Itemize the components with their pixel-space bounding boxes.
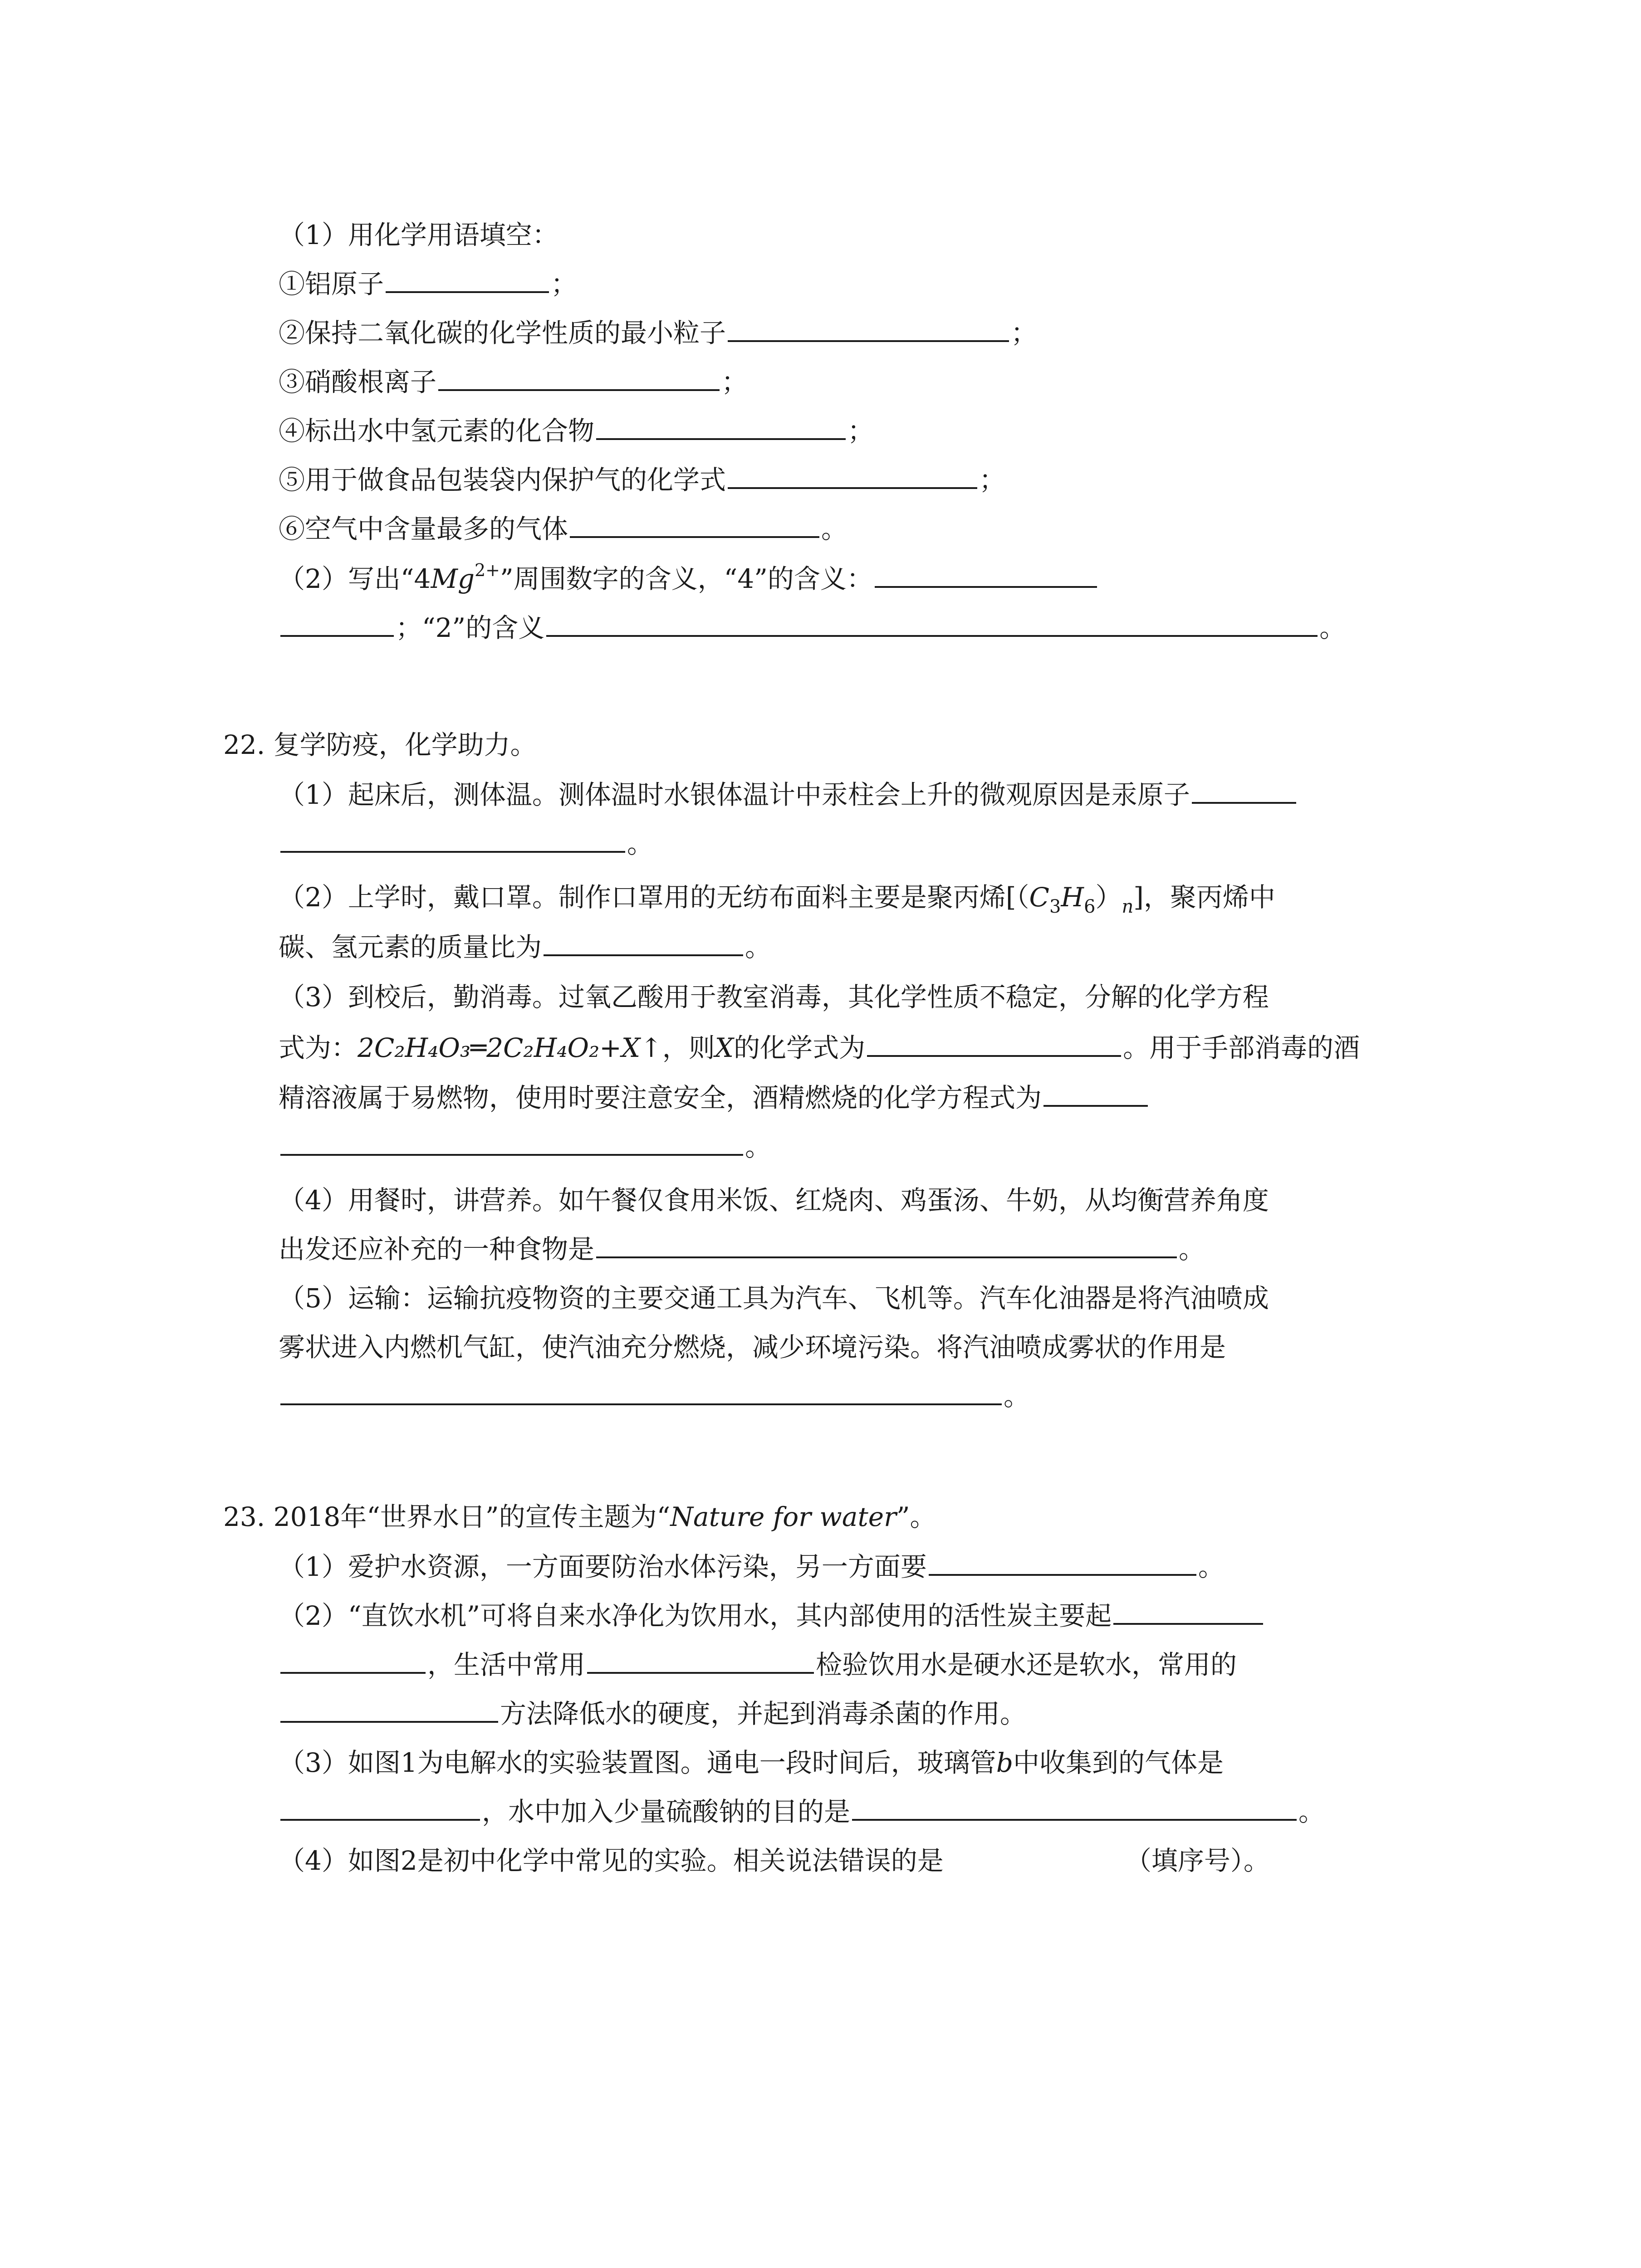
q21-item-4-text: ④标出水中氢元素的化合物 — [279, 415, 595, 446]
mg-charge: 2+ — [474, 560, 500, 580]
q22-part3-text-e: 。用于手部消毒的酒 — [1123, 1032, 1360, 1063]
punct: 。 — [1198, 1551, 1225, 1582]
q23-title — [223, 1492, 936, 1541]
q23-part3-text-b: 中收集到的气体是 — [1013, 1747, 1224, 1778]
q21-item-6 — [279, 504, 847, 553]
q23-theme-english: Nature for water — [670, 1501, 896, 1532]
answer-blank[interactable] — [728, 460, 977, 489]
answer-blank[interactable] — [867, 1028, 1121, 1057]
q22-part4-line1 — [279, 1176, 1269, 1225]
punct: ； — [847, 415, 874, 446]
punct: ； — [551, 269, 578, 299]
q22-part5-text-b: 雾状进入内燃机气缸，使汽油充分燃烧，减少环境污染。将汽油喷成雾状的作用是 — [279, 1332, 1226, 1363]
q21-part2-text-a: （2）写出“4 — [279, 563, 431, 594]
q22-part5-line3 — [279, 1372, 1030, 1421]
punct: 。 — [1298, 1796, 1325, 1827]
q23-part2-text-c: 检验饮用水是硬水还是软水，常用的 — [816, 1649, 1237, 1680]
q22-part3-text-b: 式为： — [279, 1032, 358, 1063]
q21-item-5-text: ⑤用于做食品包装袋内保护气的化学式 — [279, 464, 726, 495]
q23-part1-text: （1）爱护水资源，一方面要防治水体污染，另一方面要 — [279, 1551, 927, 1582]
q22-part4-text-b: 出发还应补充的一种食物是 — [279, 1234, 595, 1265]
q23-part2-text-d: 方法降低水的硬度，并起到消毒杀菌的作用。 — [500, 1698, 1027, 1729]
answer-blank[interactable] — [280, 1694, 498, 1723]
q22-part4-line2 — [279, 1225, 1205, 1274]
punct: 。 — [821, 513, 848, 544]
q23-part2-text-a: （2）“直饮水机”可将自来水净化为饮用水，其内部使用的活性炭主要起 — [279, 1600, 1112, 1631]
q22-part3-line1 — [279, 973, 1269, 1022]
decomposition-equation: 2C₂H₄O₃═2C₂H₄O₂+X↑ — [358, 1032, 662, 1063]
q21-item-1 — [279, 259, 577, 308]
q21-item-3-text: ③硝酸根离子 — [279, 367, 437, 397]
q21-part2-text-c: ；“2”的含义 — [396, 612, 545, 643]
q23-part2-line2 — [279, 1640, 1237, 1689]
q22-part2-text-b: ]，聚丙烯中 — [1133, 882, 1275, 913]
q21-item-2 — [279, 308, 1037, 357]
q23-part4-text-a: （4）如图2是初中化学中常见的实验。相关说法错误的是 — [279, 1845, 944, 1876]
formula-x: X — [715, 1032, 734, 1063]
q22-part5-line2 — [279, 1323, 1226, 1372]
q22-part3-text-c: ，则 — [662, 1032, 715, 1063]
q22-part2-line2 — [279, 923, 771, 972]
q21-item-2-text: ②保持二氧化碳的化学性质的最小粒子 — [279, 318, 726, 348]
q21-part2-text-b: ”周围数字的含义，“4”的含义： — [500, 563, 873, 594]
answer-blank[interactable] — [544, 927, 743, 956]
mg-symbol: Mg — [431, 563, 475, 594]
q22-part5-line1 — [279, 1274, 1269, 1323]
answer-blank[interactable] — [570, 509, 819, 538]
answer-blank[interactable] — [596, 411, 846, 440]
q22-part2-text-a: （2）上学时，戴口罩。制作口罩用的无纺布面料主要是聚丙烯[（ — [279, 882, 1029, 913]
q21-item-1-text: ①铝原子 — [279, 269, 384, 299]
q22-part5-text-a: （5）运输：运输抗疫物资的主要交通工具为汽车、飞机等。汽车化油器是将汽油喷成 — [279, 1283, 1269, 1314]
q23-title-text-b: ”。 — [896, 1501, 936, 1532]
q23-part3-line1 — [279, 1738, 1224, 1787]
punct: 。 — [745, 1131, 772, 1162]
answer-blank[interactable] — [1192, 775, 1296, 804]
q22-part1-line2 — [279, 819, 653, 868]
formula-sub: 6 — [1083, 896, 1096, 917]
q22-part3-text-d: 的化学式为 — [734, 1032, 866, 1063]
q22-title-text: 22. 复学防疫，化学助力。 — [223, 729, 537, 760]
q23-part3-text-c: ，水中加入少量硫酸钠的目的是 — [482, 1796, 851, 1827]
formula-h: H — [1061, 882, 1084, 913]
answer-blank[interactable] — [280, 1376, 1002, 1405]
answer-blank[interactable] — [280, 1645, 426, 1674]
q21-item-6-text: ⑥空气中含量最多的气体 — [279, 513, 568, 544]
punct: ； — [1011, 318, 1038, 348]
q23-part2-line3 — [279, 1689, 1026, 1738]
q21-part2-line2 — [279, 603, 1346, 652]
q22-part1-line1 — [279, 770, 1298, 819]
punct: 。 — [1319, 612, 1346, 643]
answer-blank[interactable] — [587, 1645, 814, 1674]
q22-title — [223, 720, 537, 769]
q23-title-text-a: 23. 2018年“世界水日”的宣传主题为“ — [223, 1501, 671, 1532]
q21-item-4 — [279, 406, 874, 455]
punct: ； — [721, 367, 748, 397]
q22-part2-line1 — [279, 873, 1275, 922]
answer-blank[interactable] — [386, 264, 549, 293]
answer-blank[interactable] — [929, 1547, 1196, 1576]
answer-blank[interactable] — [438, 362, 720, 391]
answer-blank[interactable] — [280, 1127, 743, 1156]
q22-part3-line2 — [279, 1023, 1360, 1072]
q23-part3-line2 — [279, 1787, 1325, 1836]
q23-part4 — [279, 1836, 1270, 1885]
formula-sub: 3 — [1049, 896, 1061, 917]
punct: 。 — [1179, 1234, 1205, 1265]
answer-blank[interactable] — [852, 1792, 1297, 1821]
q23-part1 — [279, 1542, 1225, 1591]
formula-c: C — [1029, 882, 1049, 913]
answer-blank[interactable] — [280, 1792, 480, 1821]
answer-blank[interactable] — [1043, 1078, 1148, 1107]
q22-part3-line4 — [279, 1122, 771, 1171]
answer-blank[interactable] — [280, 608, 394, 637]
answer-blank[interactable] — [1113, 1596, 1263, 1625]
answer-blank[interactable] — [280, 824, 625, 853]
q23-part4-text-b: （填序号）。 — [1125, 1845, 1270, 1876]
q21-part1-intro — [279, 210, 558, 259]
answer-blank[interactable] — [728, 313, 1009, 342]
q21-part2-line1 — [279, 554, 1099, 603]
q23-part3-text-a: （3）如图1为电解水的实验装置图。通电一段时间后，玻璃管 — [279, 1747, 996, 1778]
glass-tube-b-label: b — [996, 1747, 1013, 1778]
q22-part3-text-a: （3）到校后，勤消毒。过氧乙酸用于教室消毒，其化学性质不稳定，分解的化学方程 — [279, 982, 1269, 1012]
punct: 。 — [627, 828, 654, 859]
formula-sub: n — [1122, 896, 1134, 917]
q21-item-5 — [279, 455, 1005, 504]
q22-part2-text-c: 碳、氢元素的质量比为 — [279, 932, 542, 963]
punct: 。 — [1004, 1381, 1030, 1412]
q21-item-3 — [279, 357, 748, 406]
formula-paren: ） — [1095, 882, 1122, 913]
q22-part3-text-f: 精溶液属于易燃物，使用时要注意安全，酒精燃烧的化学方程式为 — [279, 1082, 1042, 1113]
q21-part1-label: （1）用化学用语填空： — [279, 220, 558, 250]
punct: 。 — [745, 932, 772, 963]
answer-blank[interactable] — [875, 559, 1097, 588]
answer-blank[interactable] — [546, 608, 1318, 637]
q22-part4-text-a: （4）用餐时，讲营养。如午餐仅食用米饭、红烧肉、鸡蛋汤、牛奶，从均衡营养角度 — [279, 1185, 1269, 1216]
q22-part3-line3 — [279, 1073, 1150, 1122]
answer-blank[interactable] — [596, 1229, 1177, 1258]
q23-part2-line1 — [279, 1591, 1265, 1640]
q22-part1-text: （1）起床后，测体温。测体温时水银体温计中汞柱会上升的微观原因是汞原子 — [279, 779, 1190, 810]
q23-part2-text-b: ，生活中常用 — [427, 1649, 586, 1680]
punct: ； — [979, 464, 1006, 495]
